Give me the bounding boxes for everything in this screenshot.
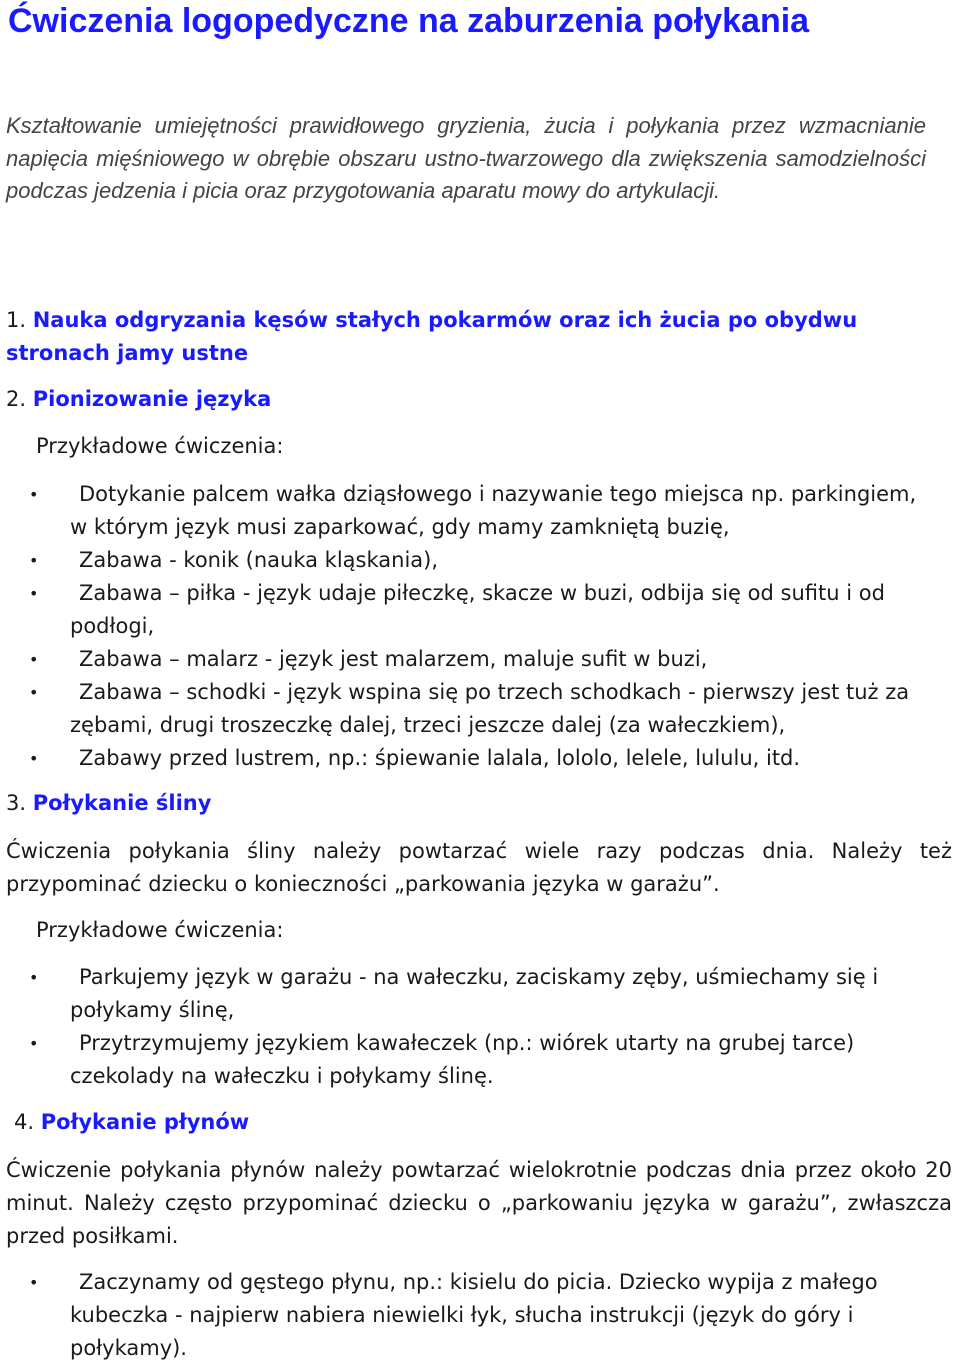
- section-3-paragraph: Ćwiczenia połykania śliny należy powtarzać wiele razy podczas dnia. Należy też przypominać dziecku o konieczności „parkowania języka w garażu”.: [6, 839, 952, 896]
- list-item: [0, 577, 940, 643]
- section-2-examples-label: Przykładowe ćwiczenia:: [36, 434, 284, 458]
- list-item: [0, 478, 940, 544]
- section-4-title: Połykanie płynów: [40, 1110, 250, 1134]
- bullet-icon: •: [29, 650, 39, 669]
- list-item-text: Zaczynamy od gęstego płynu, np.: kisielu do picia. Dziecko wypija z małego kubeczka - najpierw nabiera niewielki łyk, słucha instrukcji (język do góry i połykamy).: [70, 1270, 878, 1360]
- list-item-text: Zabawa – schodki - język wspina się po trzech schodkach - pierwszy jest tuż za zębami, drugi troszeczkę dalej, trzeci jeszcze dalej (za wałeczkiem),: [70, 680, 910, 737]
- list-item: [0, 1027, 910, 1093]
- list-item: [0, 1266, 940, 1365]
- list-item-text: Zabawa – malarz - język jest malarzem, maluje sufit w buzi,: [79, 647, 708, 671]
- list-item: [0, 742, 940, 775]
- section-4-paragraph: Ćwiczenie połykania płynów należy powtarzać wielokrotnie podczas dnia przez około 20 minut. Należy często przypominać dziecku o „parkowaniu języka w garażu”, zwłaszcza przed posiłkami.: [6, 1158, 952, 1248]
- list-item: [0, 961, 910, 1027]
- section-3-title: Połykanie śliny: [32, 791, 212, 815]
- list-item: [0, 676, 940, 742]
- list-item: [0, 544, 940, 577]
- bullet-icon: •: [29, 968, 39, 987]
- list-item-text: Zabawa - konik (nauka kląskania),: [79, 548, 439, 572]
- section-4-number: 4.: [14, 1110, 35, 1134]
- list-item-text: Przytrzymujemy językiem kawałeczek (np.: wiórek utarty na grubej tarce) czekolady na wałeczku i połykamy ślinę.: [70, 1031, 855, 1088]
- page-title: Ćwiczenia logopedyczne na zaburzenia połykania: [8, 2, 810, 40]
- section-4-list: [0, 1266, 940, 1365]
- section-3-heading: [6, 787, 211, 820]
- bullet-icon: •: [29, 683, 39, 702]
- section-2-list: [0, 478, 940, 775]
- section-3-examples-label: Przykładowe ćwiczenia:: [36, 918, 284, 942]
- section-1-heading: [6, 304, 936, 370]
- section-2-heading: [6, 383, 271, 416]
- section-2-title: Pionizowanie języka: [32, 387, 272, 411]
- section-2-number: 2.: [6, 387, 27, 411]
- list-item: [0, 643, 940, 676]
- section-1-title: Nauka odgryzania kęsów stałych pokarmów oraz ich żucia po obydwu stronach jamy ustne: [6, 308, 858, 365]
- list-item-text: Dotykanie palcem wałka dziąsłowego i nazywanie tego miejsca np. parkingiem, w którym język musi zaparkować, gdy mamy zamkniętą buzię,: [70, 482, 917, 539]
- list-item-text: Zabawa – piłka - język udaje piłeczkę, skacze w buzi, odbija się od sufitu i od podłogi,: [70, 581, 885, 638]
- list-item-text: Parkujemy język w garażu - na wałeczku, zaciskamy zęby, uśmiechamy się i połykamy ślinę,: [70, 965, 879, 1022]
- bullet-icon: •: [29, 749, 39, 768]
- section-1-number: 1.: [6, 308, 27, 332]
- bullet-icon: •: [29, 584, 39, 603]
- bullet-icon: •: [29, 1034, 39, 1053]
- bullet-icon: •: [29, 551, 39, 570]
- section-3-number: 3.: [6, 791, 27, 815]
- intro-paragraph: Kształtowanie umiejętności prawidłowego gryzienia, żucia i połykania przez wzmacnianie napięcia mięśniowego w obrębie obszaru ustno-twarzowego dla zwiększenia samodzielności podczas jedzenia i picia oraz przygotowania aparatu mowy do artykulacji.: [6, 113, 926, 203]
- section-3-list: [0, 961, 910, 1093]
- bullet-icon: •: [29, 485, 39, 504]
- section-4-heading: [14, 1106, 249, 1139]
- bullet-icon: •: [29, 1273, 39, 1292]
- list-item-text: Zabawy przed lustrem, np.: śpiewanie lalala, lololo, lelele, lululu, itd.: [79, 746, 801, 770]
